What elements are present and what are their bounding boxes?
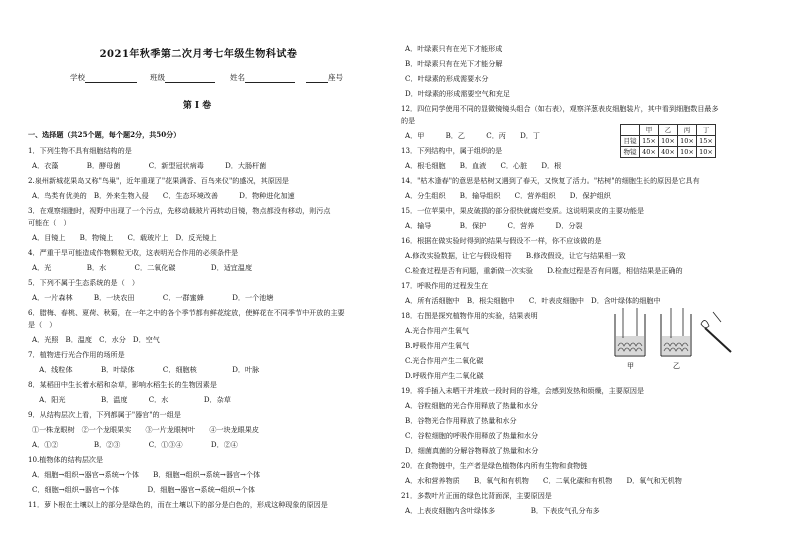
seat-label: 座号 (306, 72, 343, 83)
question-line: 8．某稻田中生长着水稻和杂草，影响水稻生长的生物因素是 (28, 380, 217, 389)
table-cell: 目镜 (621, 136, 640, 147)
class-label: 班级 (150, 72, 215, 83)
table-cell: 丙 (678, 125, 697, 136)
microscope-lens-table (620, 124, 716, 158)
question-line: 10.植物体的结构层次是 (28, 455, 104, 464)
jar-a (615, 308, 645, 356)
option-line: A．阳光 B．温度 C．水 D．杂草 (32, 395, 231, 404)
question-line: 6．腊梅、春桃、夏荷、秋菊，在一年之中的各个季节都有鲜花绽放，使鲜花在不同季节中开放的主要 (28, 308, 345, 317)
table-cell: 物镜 (621, 147, 640, 158)
jar-a-label: 甲 (627, 362, 634, 370)
option-line: C．谷粒细胞的呼吸作用释放了热量和水分 (405, 431, 539, 440)
exam-title: 2021年秋季第二次月考七年级生物科试卷 (99, 49, 298, 60)
option-line: C．细胞→组织→器官→个体 D．细胞→器官→系统→组织→个体 (32, 485, 255, 494)
option-line: A．鸟类有优美的 B．外来生物入侵 C．生态环境改善 D．物种进化加速 (32, 191, 295, 200)
table-cell: 40× (640, 147, 659, 158)
question-line: 2.泉州新城花果岛又称"鸟巢"，近年重现了"花果满香、百鸟来仪"的盛况，其原因是 (28, 176, 290, 185)
option-line: D．叶绿素的形成需要空气和充足 (405, 89, 510, 98)
question-line: 9．从结构层次上看，下列都属于"器官"的一组是 (28, 410, 181, 419)
option-line: A.光合作用产生氧气 (405, 326, 470, 335)
question-line: 的是 (401, 116, 416, 125)
volume-heading: 第Ⅰ卷 (182, 101, 215, 111)
option-line: B．叶绿素只有在光下才能分解 (405, 59, 503, 68)
option-line: A．甲 B．乙 C．丙 D．丁 (405, 131, 540, 140)
option-line: A．一片森林 B．一块农田 C．一群蜜蜂 D．一个池塘 (32, 293, 274, 302)
option-line: A．上表皮细胞内含叶绿体多 B．下表皮气孔分布多 (405, 506, 600, 515)
option-line: A．所有活细胞中 B．根尖细胞中 C．叶表皮细胞中 D．含叶绿体的细胞中 (405, 296, 661, 305)
option-line: A．谷粒细胞的光合作用释放了热量和水分 (405, 401, 538, 410)
section-heading: 一、选择题（共25个题，每个题2分，共50分） (28, 130, 181, 139)
question-line: 1．下列生物不具有细胞结构的是 (28, 146, 132, 155)
question-line: 17．呼吸作用的过程发生在 (401, 281, 489, 290)
question-line: 是（ ） (28, 320, 57, 329)
question-line: 20．在食物链中，生产者是绿色植物体内所有生物和食物链 (401, 461, 588, 470)
table-cell: 15× (640, 136, 659, 147)
option-line: C.光合作用产生二氧化碳 (405, 356, 484, 365)
table-header-row (621, 125, 716, 136)
question-line: 11．萝卜根在土壤以上的部分是绿色的，而在土壤以下的部分是白色的，形成这种现象的原因是 (28, 500, 328, 509)
option-line: D．细菌真菌的分解谷物释放了热量和水分 (405, 446, 539, 455)
question-line: 7．植物进行光合作用的场所是 (28, 350, 125, 359)
option-line: A．①② B．②③ C．①③④ D．②④ (32, 440, 238, 449)
question-line: 12．四位同学使用不同的显微镜镜头组合（如右表），观察洋葱表皮细胞装片，其中看到细胞数目最多 (401, 104, 719, 113)
question-line: 16．根据在做实验时得到的结果与假设不一样，你不应该做的是 (401, 236, 602, 245)
school-label: 学校 (70, 72, 137, 83)
question-line: 14．"枯木逢春"的意思是枯树又遇到了春天，又恢复了活力。"枯树"的细胞生长的原因是它具有 (401, 176, 700, 185)
option-line: A．分生组织 B．输导组织 C．营养组织 D．保护组织 (405, 191, 611, 200)
option-line: A．线粒体 B．叶绿体 C．细胞核 D．叶脉 (32, 365, 260, 374)
option-line: A．细胞→组织→器官→系统→个体 B．细胞→组织→系统→器官→个体 (32, 470, 261, 479)
option-line: A．叶绿素只有在光下才能形成 (405, 44, 503, 53)
table-cell: 10× (678, 147, 697, 158)
option-line: A．根毛细胞 B．血液 C．心脏 D．根 (405, 161, 562, 170)
experiment-diagram (609, 306, 739, 371)
option-line: B．谷物光合作用释放了热量和水分 (405, 416, 517, 425)
table-cell: 40× (659, 147, 678, 158)
table-cell: 10× (697, 147, 716, 158)
option-line: B.呼吸作用产生氧气 (405, 341, 470, 350)
table-row (621, 136, 716, 147)
question-line: 5．下列不属于生态系统的是（ ） (28, 278, 139, 287)
table-cell: 15× (697, 136, 716, 147)
table-row (621, 147, 716, 158)
table-cell: 甲 (640, 125, 659, 136)
name-label: 姓名 (230, 72, 295, 83)
option-line: A．水和营养物质 B．氧气和有机物 C．二氧化碳和有机物 D．氧气和无机物 (405, 476, 682, 485)
jar-b (661, 308, 691, 356)
jar-b-label: 乙 (673, 362, 680, 370)
table-cell: 丁 (697, 125, 716, 136)
candle-icon (701, 312, 731, 352)
option-line: ①一株龙眼树 ②一个龙眼果实 ③一片龙眼树叶 ④一块龙眼果皮 (32, 425, 259, 434)
question-line: 21．多数叶片正面的绿色比背面深，主要原因是 (401, 491, 552, 500)
question-line: 13．下列结构中，属于组织的是 (401, 146, 503, 155)
question-line: 3．在观察细胞时，视野中出现了一个污点，先移动载玻片再转动目镜，物点都没有移动，则污点 (28, 206, 331, 215)
option-line: A．衣藻 B．酵母菌 C．新型冠状病毒 D．大肠杆菌 (32, 161, 267, 170)
option-line: A．输导 B．保护 C．营养 D．分裂 (405, 221, 583, 230)
question-line: 19．将手插入未晒干并堆放一段时间的谷堆，会感到发热和烦燥，主要原因是 (401, 386, 645, 395)
option-line: A．光 B．水 C．二氧化碳 D．适宜温度 (32, 263, 253, 272)
question-line: 18．右图是探究植物作用的实验，结果表明 (401, 311, 538, 320)
table-cell: 乙 (659, 125, 678, 136)
table-cell (621, 125, 640, 136)
option-line: C．叶绿素的形成需要水分 (405, 74, 489, 83)
option-line: A．光照 B．温度 C．水分 D．空气 (32, 335, 160, 344)
right-column (397, 0, 794, 550)
option-line: A．目镜上 B．物镜上 C．载玻片上 D．反光镜上 (32, 233, 217, 242)
table-cell: 10× (678, 136, 697, 147)
question-line: 可能在（ ） (28, 218, 71, 227)
option-line: D.呼吸作用产生二氧化碳 (405, 371, 484, 380)
option-line: A.修改实验数据，让它与假设相符 B.修改假设，让它与结果相一致 (405, 251, 626, 260)
table-cell: 10× (659, 136, 678, 147)
option-line: C.检查过程是否有问题，重新做一次实验 D.检查过程是否有问题，相信结果是正确的 (405, 266, 683, 275)
question-line: 4．严重干旱可能造成作物颗粒无收，这表明光合作用的必须条件是 (28, 248, 239, 257)
question-line: 15．一位苹果中，果皮破损的部分很快就腐烂变质。这说明果皮的主要功能是 (401, 206, 645, 215)
